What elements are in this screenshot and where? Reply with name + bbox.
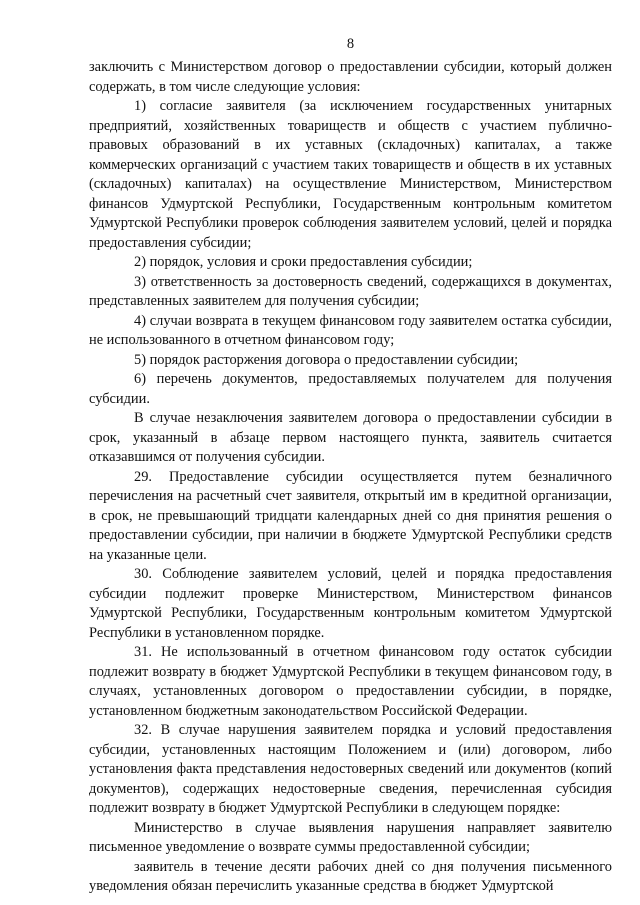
paragraph-condition-5: 5) порядок расторжения договора о предоставлении субсидии;	[134, 351, 519, 368]
document-body	[89, 58, 612, 897]
paragraph-item-32: 32. В случае нарушения заявителем порядка и условий предоставления субсидии, установленных настоящим Положением и (или) договором, либо установления факта представления недостоверных сведений или документов (копий документов), содержащих недостоверные сведения, перечисленная субсидия подлежит возврату в бюджет Удмуртской Республики в следующем порядке:	[89, 722, 612, 816]
paragraph-non-conclusion: В случае незаключения заявителем договора о предоставлении субсидии в срок, указанный в абзаце первом настоящего пункта, заявитель считается отказавшимся от получения субсидии.	[89, 410, 612, 465]
paragraph-condition-4: 4) случаи возврата в текущем финансовом году заявителем остатка субсидии, не использованного в отчетном финансовом году;	[89, 312, 612, 348]
paragraph-applicant-transfer: заявитель в течение десяти рабочих дней со дня получения письменного уведомления обязан перечислить указанные средства в бюджет Удмуртской	[89, 858, 612, 894]
paragraph-condition-1: 1) согласие заявителя (за исключением государственных унитарных предприятий, хозяйственных товариществ и обществ с участием публично-правовых образований в их уставных (складочных) капиталах, а также коммерческих организаций с участием таких товариществ и обществ в их уставных (складочных) капиталах) на осуществление Министерством, Министерством финансов Удмуртской Республики, Государственным контрольным комитетом Удмуртской Республики проверок соблюдения заявителем условий, целей и порядка предоставления субсидии;	[89, 98, 612, 251]
paragraph-ministry-notice: Министерство в случае выявления нарушения направляет заявителю письменное уведомление о возврате суммы предоставленной субсидии;	[89, 819, 612, 855]
paragraph-condition-2: 2) порядок, условия и сроки предоставления субсидии;	[134, 254, 473, 270]
document-page	[89, 34, 612, 897]
paragraph-item-31: 31. Не использованный в отчетном финансовом году остаток субсидии подлежит возврату в бюджет Удмуртской Республики в текущем финансовом году, в случаях, установленных договором о предоставлении субсидии, в порядке, установленном бюджетным законодательством Российской Федерации.	[89, 644, 612, 719]
paragraph-condition-6: 6) перечень документов, предоставляемых получателем для получения субсидии.	[89, 371, 612, 407]
paragraph-item-29: 29. Предоставление субсидии осуществляется путем безналичного перечисления на расчетный счет заявителя, открытый им в кредитной организации, в срок, не превышающий тридцати календарных дней со дня принятия решения о предоставлении субсидии, при наличии в бюджете Удмуртской Республики средств на указанные цели.	[89, 468, 612, 563]
paragraph-condition-3: 3) ответственность за достоверность сведений, содержащихся в документах, представленных заявителем для получения субсидии;	[89, 273, 612, 309]
page-number: 8	[346, 36, 355, 52]
paragraph-contract-intro: заключить с Министерством договор о предоставлении субсидии, который должен содержать, в том числе следующие условия:	[89, 59, 612, 95]
paragraph-item-30: 30. Соблюдение заявителем условий, целей и порядка предоставления субсидии подлежит проверке Министерством, Министерством финансов Удмуртской Республики, Государственным контрольным комитетом Удмуртской Республики в установленном порядке.	[89, 566, 612, 641]
